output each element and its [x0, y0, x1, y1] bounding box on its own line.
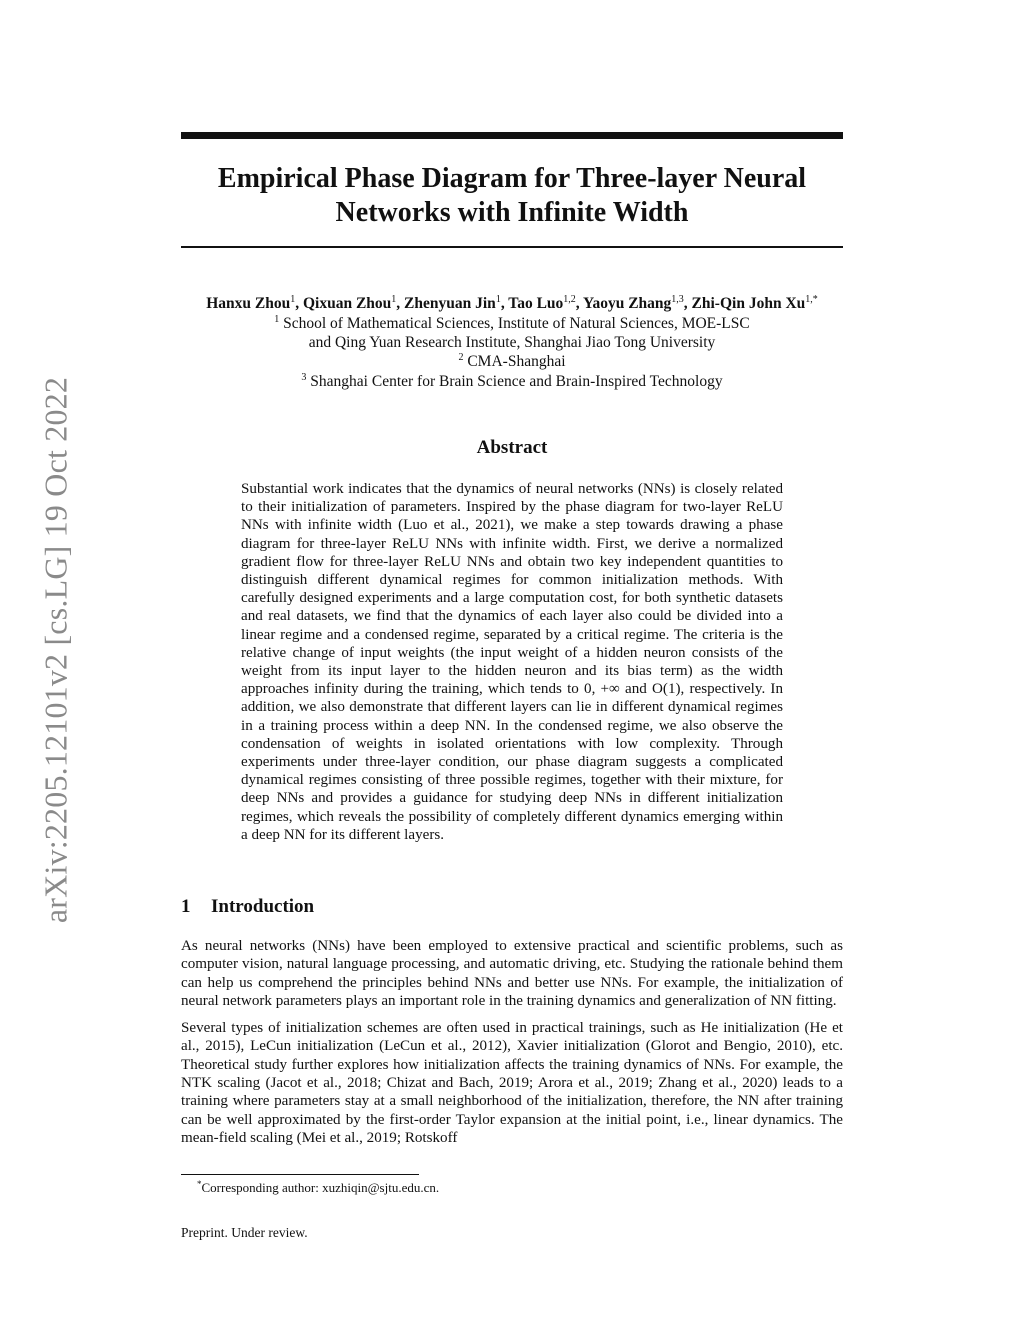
author-affiliation-mark: 1 [495, 294, 501, 305]
affiliation-line [181, 314, 843, 333]
author-separator: , [396, 295, 405, 312]
preprint-note: Preprint. Under review. [181, 1225, 308, 1240]
section-number: 1 [181, 896, 191, 917]
affiliation-mark: 3 [301, 371, 307, 383]
title-top-rule [181, 132, 843, 139]
author-separator: , [295, 295, 303, 312]
abstract-heading: Abstract [476, 437, 548, 458]
author-name: Hanxu Zhou [206, 295, 291, 312]
affiliation-line [181, 372, 843, 391]
affiliation-list [181, 314, 843, 391]
title-bottom-rule [181, 246, 843, 248]
author-affiliation-mark: 1 [391, 294, 397, 305]
footnote [197, 1180, 439, 1196]
affiliation-line [181, 352, 843, 371]
author-name: Qixuan Zhou [302, 295, 392, 312]
affiliation-text: School of Mathematical Sciences, Institute of Natural Sciences, MOE-LSC [283, 315, 750, 332]
author-separator: , [575, 295, 583, 312]
footnote-text: Corresponding author: xuzhiqin@sjtu.edu.cn. [201, 1180, 440, 1195]
author-name: Zhenyuan Jin [404, 295, 496, 312]
affiliation-text: and Qing Yuan Research Institute, Shanghai Jiao Tong University [308, 334, 716, 352]
footnote-mark: * [197, 1179, 202, 1189]
affiliation-text: CMA-Shanghai [467, 353, 566, 371]
affiliation-mark: 1 [274, 314, 280, 325]
affiliation-line [181, 333, 843, 352]
author-name: Yaoyu Zhang [582, 295, 672, 312]
paragraph: Several types of initialization schemes are often used in practical trainings, such as He initialization (He et al., 2015), LeCun initialization (LeCun et al., 2012), Xavier initialization (Glorot and Bengio, 2010), etc. Theoretical study further explores how initialization affects the training dynamics of NNs. For example, the NTK scaling (Jacot et al., 2018; Chizat and Bach, 2019; Arora et al., 2019; Zhang et al., 2020) leads to a training where parameters stay at a small neighborhood of the initialization, therefore, the NN after training can be well approximated by the first-order Taylor expansion at the initial point, i.e., linear dynamics. The mean-field scaling (Mei et al., 2019; Rotskoff [181, 1020, 843, 1146]
arxiv-identifier-stamp: arXiv:2205.12101v2 [cs.LG] 19 Oct 2022 [37, 376, 74, 924]
paper-title: Empirical Phase Diagram for Three-layer Neural Networks with Infinite Width [217, 163, 807, 228]
author-name: Tao Luo [508, 295, 564, 312]
author-list [150, 294, 874, 314]
author-affiliation-mark: 1 [290, 294, 296, 305]
affiliation-mark: 2 [458, 352, 464, 364]
introduction-body [181, 937, 843, 1156]
section-heading-introduction [181, 896, 843, 918]
author-separator: , [683, 295, 692, 312]
author-name: Zhi-Qin John Xu [691, 295, 806, 312]
affiliation-text: Shanghai Center for Brain Science and Brain-Inspired Technology [310, 372, 723, 390]
section-title: Introduction [211, 896, 315, 917]
paragraph: As neural networks (NNs) have been employed to extensive practical and scientific problems, such as computer vision, natural language processing, and automatic driving, etc. Studying the rationale behind them can help us comprehend the principles behind NNs and better use NNs. For example, the initialization of neural network parameters plays an important role in the training dynamics and generalization of NN fitting. [181, 938, 843, 1009]
author-affiliation-mark: 1,* [805, 294, 818, 305]
footnote-rule [181, 1174, 419, 1175]
author-affiliation-mark: 1,2 [563, 294, 576, 305]
author-affiliation-mark: 1,3 [671, 294, 684, 305]
author-separator: , [500, 295, 509, 312]
abstract-text: Substantial work indicates that the dynamics of neural networks (NNs) is closely related to their initialization of parameters. Inspired by the phase diagram for two-layer ReLU NNs with infinite width (Luo et al., 2021), we make a step towards drawing a phase diagram for three-layer ReLU NNs with infinite width. First, we derive a normalized gradient flow for three-layer ReLU NNs and obtain two key independent quantities to distinguish different dynamical regimes for common initialization methods. With carefully designed experiments and a large computation cost, for both synthetic datasets and real datasets, we find that the dynamics of each layer also could be divided into a linear regime and a condensed regime, separated by a critical regime. The criteria is the relative change of input weights (the input weight of a hidden neuron consists of the weight from its input layer to the hidden neuron and its bias term) as the width approaches infinity during the training, which tends to 0, +∞ and O(1), respectively. In addition, we also demonstrate that different layers can lie in different dynamical regimes in a training process within a deep NN. In the condensed regime, we also observe the condensation of weights in isolated orientations with low complexity. Through experiments under three-layer condition, our phase diagram suggests a complicated dynamical regimes consisting of three possible regimes, together with their mixture, for deep NNs and provides a guidance for studying deep NNs in different initialization regimes, which reveals the possibility of completely different dynamics emerging within a deep NN for its different layers. [241, 481, 783, 843]
